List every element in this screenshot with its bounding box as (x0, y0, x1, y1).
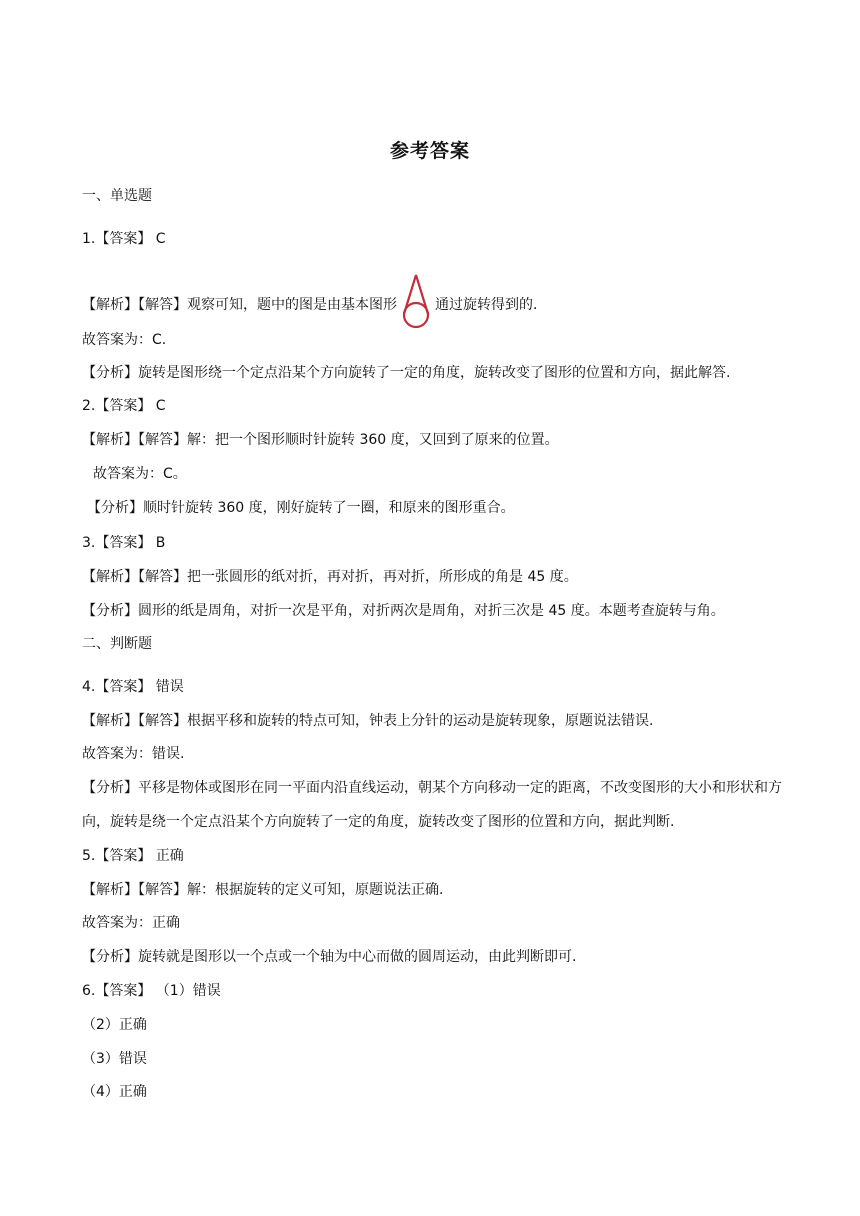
conclusion-1: 故答案为：C. (82, 332, 167, 348)
explanation-2: 【解析】【解答】解：把一个图形顺时针旋转 360 度，又回到了原来的位置。 (82, 432, 559, 448)
analysis-1: 【分析】旋转是图形绕一个定点沿某个方向旋转了一定的角度，旋转改变了图形的位置和方向，据此解答. (82, 365, 731, 381)
answer-4: 4.【答案】 错误 (82, 679, 184, 695)
analysis-3: 【分析】圆形的纸是周角，对折一次是平角，对折两次是周角，对折三次是 45 度。本题考查旋转与角。 (82, 603, 725, 619)
section-heading-single-choice: 一、单选题 (82, 188, 152, 204)
answer-6-part-2: （2）正确 (82, 1017, 147, 1033)
conclusion-5: 故答案为：正确 (82, 915, 180, 931)
conclusion-2: 故答案为：C。 (93, 466, 187, 482)
explanation-1-text-before: 【解析】【解答】观察可知，题中的图是由基本图形 (82, 297, 397, 313)
explanation-5: 【解析】【解答】解：根据旋转的定义可知，原题说法正确. (82, 882, 444, 898)
explanation-4: 【解析】【解答】根据平移和旋转的特点可知，钟表上分针的运动是旋转现象，原题说法错误. (82, 713, 654, 729)
analysis-5: 【分析】旋转就是图形以一个点或一个轴为中心而做的圆周运动，由此判断即可. (82, 949, 577, 965)
answer-3: 3.【答案】 B (82, 535, 166, 551)
answer-6-part-3: （3）错误 (82, 1051, 147, 1067)
answer-6-part-4: （4）正确 (82, 1084, 147, 1100)
section-heading-true-false: 二、判断题 (82, 636, 152, 652)
conclusion-4: 故答案为：错误. (82, 746, 185, 762)
explanation-1 (82, 276, 537, 334)
answer-5: 5.【答案】 正确 (82, 848, 184, 864)
answer-2: 2.【答案】 C (82, 398, 166, 414)
explanation-3: 【解析】【解答】把一张圆形的纸对折，再对折，再对折，所形成的角是 45 度。 (82, 569, 578, 585)
analysis-2: 【分析】顺时针旋转 360 度，刚好旋转了一圈，和原来的图形重合。 (87, 500, 515, 516)
basic-shape-figure-stroke (404, 275, 428, 327)
answer-6: 6.【答案】 （1）错误 (82, 983, 221, 999)
analysis-4: 【分析】平移是物体或图形在同一平面内沿直线运动，朝某个方向移动一定的距离，不改变图形的大小和形状和方向，旋转是绕一个定点沿某个方向旋转了一定的角度，旋转改变了图形的位置和方向，据此判断. (82, 780, 782, 830)
basic-shape-figure (398, 272, 434, 330)
answer-1: 1.【答案】 C (82, 231, 166, 247)
page-title: 参考答案 (389, 140, 470, 162)
explanation-1-text-after: 通过旋转得到的. (435, 297, 538, 313)
